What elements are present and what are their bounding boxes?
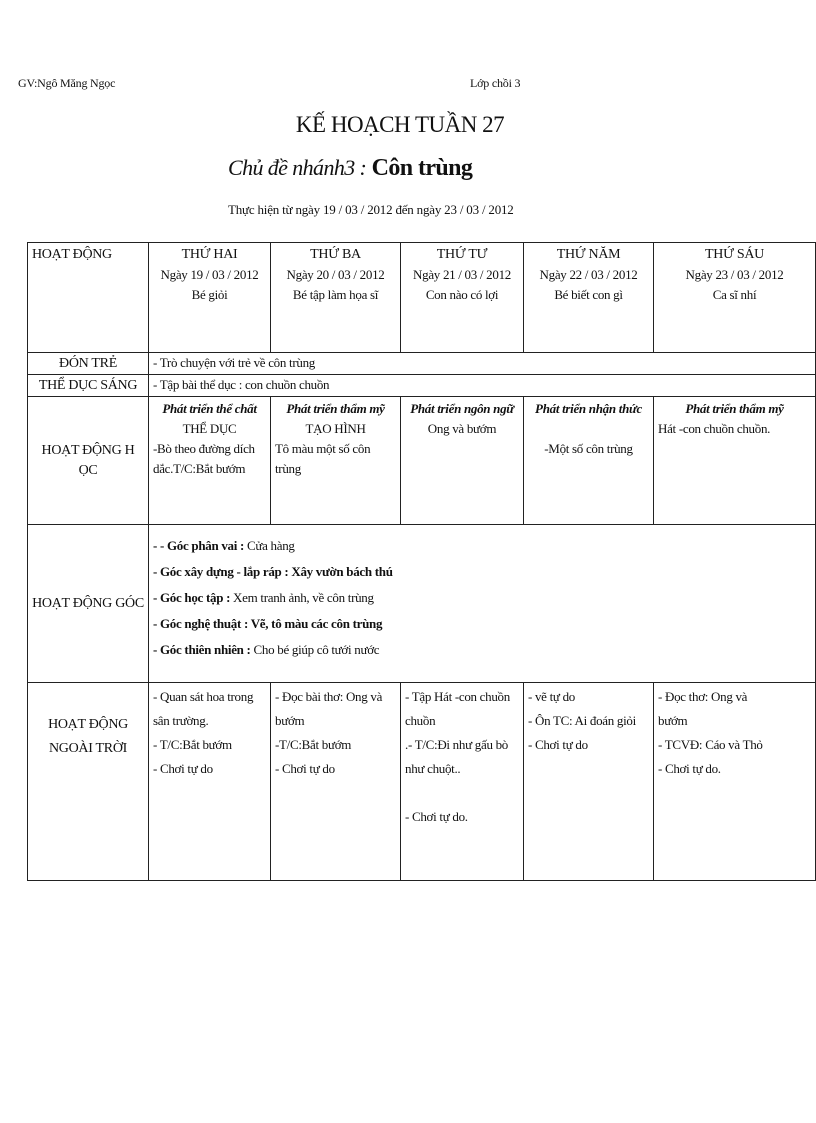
table-header-row — [28, 243, 816, 353]
day-header-thu: THỨ NĂM Ngày 22 / 03 / 2012 Bé biết con gì — [524, 243, 654, 353]
the-duc-sang-text: - Tập bài thể dục : con chuồn chuồn — [149, 375, 816, 397]
goc-item: - Góc nghệ thuật : Vẽ, tô màu các côn trùng — [153, 616, 383, 631]
corner-label: HOẠT ĐỘNG — [28, 243, 149, 353]
hoat-dong-hoc-label: HOẠT ĐỘNG H ỌC — [28, 397, 149, 525]
goc-item: - - Góc phân vai : Cửa hàng — [153, 538, 295, 553]
ngoai-troi-label: HOẠT ĐỘNG NGOÀI TRỜI — [28, 683, 149, 881]
the-duc-sang-row — [28, 375, 816, 397]
hoat-dong-goc-label: HOẠT ĐỘNG GÓC — [28, 525, 149, 683]
hoc-cell-tue: Phát triển thẩm mỹ TẠO HÌNH Tô màu một số côn trùng — [271, 397, 401, 525]
hoc-cell-thu: Phát triển nhận thức -Một số côn trùng — [524, 397, 654, 525]
day-header-tue: THỨ BA Ngày 20 / 03 / 2012 Bé tập làm họa sĩ — [271, 243, 401, 353]
don-tre-row — [28, 353, 816, 375]
ngoai-troi-cell-thu: - vẽ tự do - Ôn TC: Ai đoán giỏi - Chơi tự do — [524, 683, 654, 881]
ngoai-troi-cell-fri: - Đọc thơ: Ong và bướm - TCVĐ: Cáo và Thỏ - Chơi tự do. — [654, 683, 816, 881]
hoc-cell-mon: Phát triển thể chất THỂ DỤC -Bò theo đường dích dắc.T/C:Bắt bướm — [149, 397, 271, 525]
hoc-cell-fri: Phát triển thẩm mỹ Hát -con chuồn chuồn. — [654, 397, 816, 525]
teacher-name: GV:Ngô Măng Ngọc — [18, 76, 116, 90]
ngoai-troi-row — [28, 683, 816, 881]
hoat-dong-goc-content — [149, 525, 816, 683]
hoc-cell-wed: Phát triển ngôn ngữ Ong và bướm — [401, 397, 524, 525]
day-header-wed: THỨ TƯ Ngày 21 / 03 / 2012 Con nào có lợi — [401, 243, 524, 353]
subtitle-prefix: Chủ đề nhánh3 : — [228, 155, 367, 180]
class-name: Lớp chồi 3 — [470, 76, 521, 90]
goc-item: - Góc thiên nhiên : Cho bé giúp cô tưới nước — [153, 642, 380, 657]
day-header-mon: THỨ HAI Ngày 19 / 03 / 2012 Bé giỏi — [149, 243, 271, 353]
subtitle-topic: Côn trùng — [371, 155, 473, 181]
ngoai-troi-cell-tue: - Đọc bài thơ: Ong và bướm -T/C:Bắt bướm - Chơi tự do — [271, 683, 401, 881]
don-tre-label: ĐÓN TRẺ — [28, 353, 149, 375]
goc-item: - Góc học tập : Xem tranh ảnh, về côn trùng — [153, 590, 374, 605]
ngoai-troi-cell-mon: - Quan sát hoa trong sân trường. - T/C:Bắt bướm - Chơi tự do — [149, 683, 271, 881]
day-header-fri: THỨ SÁU Ngày 23 / 03 / 2012 Ca sĩ nhí — [654, 243, 816, 353]
weekly-plan-table — [27, 242, 816, 881]
don-tre-text: - Trò chuyện với trẻ về côn trùng — [149, 353, 816, 375]
page-title: KẾ HOẠCH TUẦN 27 — [295, 112, 505, 137]
subtitle — [228, 155, 472, 182]
date-range: Thực hiện từ ngày 19 / 03 / 2012 đến ngày 23 / 03 / 2012 — [228, 202, 514, 217]
ngoai-troi-cell-wed: - Tập Hát -con chuồn chuồn .- T/C:Đi như gấu bò như chuột.. - Chơi tự do. — [401, 683, 524, 881]
goc-item: - Góc xây dựng - lắp ráp : Xây vườn bách thú — [153, 564, 393, 579]
hoat-dong-hoc-row — [28, 397, 816, 525]
hoat-dong-goc-row — [28, 525, 816, 683]
the-duc-sang-label: THỂ DỤC SÁNG — [28, 375, 149, 397]
